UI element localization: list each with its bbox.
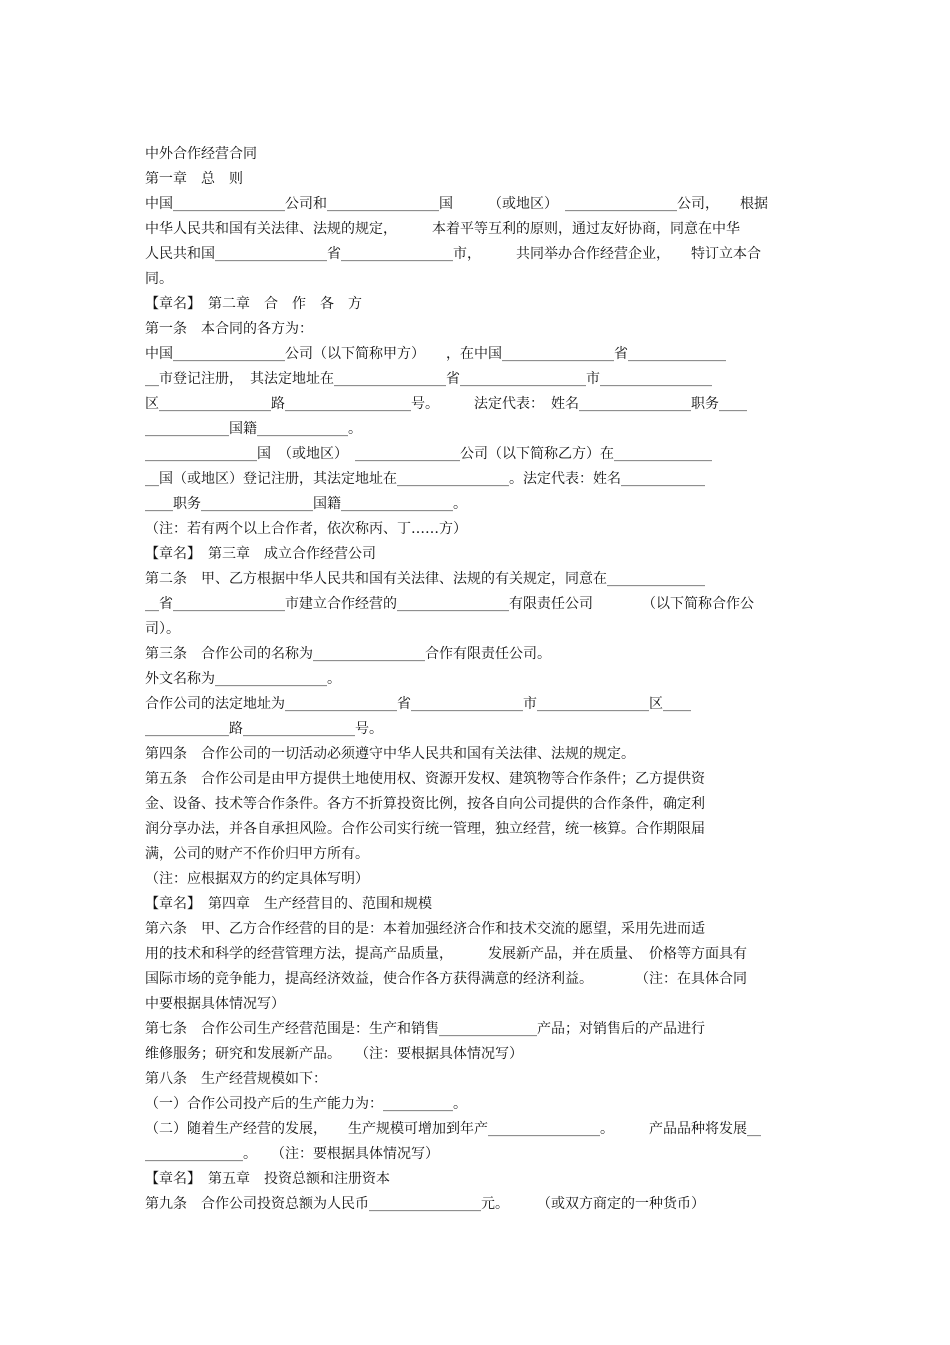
article-line: 第九条 合作公司投资总额为人民币________________元。 （或双方商定的一种货币） bbox=[145, 1196, 705, 1212]
text-line: ________________国 （或地区） _______________公司（以下简称乙方）在______________ bbox=[145, 446, 712, 462]
article-line: 第二条 甲、乙方根据中华人民共和国有关法律、法规的有关规定，同意在______________ bbox=[145, 571, 705, 587]
article-line: 第八条 生产经营规模如下： bbox=[145, 1071, 327, 1087]
chapter-heading: 【章名】 第四章 生产经营目的、范围和规模 bbox=[145, 896, 432, 912]
text-line: 同。 bbox=[145, 271, 173, 287]
document-title: 中外合作经营合同 bbox=[145, 146, 257, 162]
text-line: 中国________________公司和________________国 （或地区） ________________公司， 根据 bbox=[145, 196, 768, 212]
text-line: 维修服务；研究和发展新产品。 （注：要根据具体情况写） bbox=[145, 1046, 523, 1062]
text-line: __国（或地区）登记注册，其法定地址在________________。法定代表：姓名____________ bbox=[145, 471, 705, 487]
chapter-heading: 【章名】 第五章 投资总额和注册资本 bbox=[145, 1171, 390, 1187]
text-line: 合作公司的法定地址为________________省________________市________________区____ bbox=[145, 696, 691, 712]
text-line: ____________国籍_____________。 bbox=[145, 421, 362, 437]
chapter-heading: 【章名】 第二章 合 作 各 方 bbox=[145, 296, 362, 312]
text-line: 区________________路__________________号。 法定代表： 姓名________________职务____ bbox=[145, 396, 747, 412]
text-line: 外文名称为________________。 bbox=[145, 671, 341, 687]
text-line: 金、设备、技术等合作条件。各方不折算投资比例，按各自向公司提供的合作条件，确定利 bbox=[145, 796, 705, 812]
text-line: 司）。 bbox=[145, 621, 180, 637]
article-line: 第一条 本合同的各方为： bbox=[145, 321, 313, 337]
text-line: 中国________________公司（以下简称甲方） ，在中国________________省______________ bbox=[145, 346, 726, 362]
text-line: 中要根据具体情况写） bbox=[145, 996, 285, 1012]
article-line: 第六条 甲、乙方合作经营的目的是：本着加强经济合作和技术交流的愿望，采用先进而适 bbox=[145, 921, 705, 937]
text-line: __市登记注册， 其法定地址在________________省__________________市________________ bbox=[145, 371, 712, 387]
text-line: __省________________市建立合作经营的________________有限责任公司 （以下简称合作公 bbox=[145, 596, 754, 612]
text-line: 用的技术和科学的经营管理方法，提高产品质量， 发展新产品，并在质量、 价格等方面具有 bbox=[145, 946, 747, 962]
text-line: 中华人民共和国有关法律、法规的规定， 本着平等互利的原则，通过友好协商，同意在中华 bbox=[145, 221, 740, 237]
text-line: ____职务________________国籍________________。 bbox=[145, 496, 467, 512]
text-line: 满，公司的财产不作价归甲方所有。 bbox=[145, 846, 369, 862]
text-line: 国际市场的竞争能力，提高经济效益，使合作各方获得满意的经济利益。 （注：在具体合同 bbox=[145, 971, 747, 987]
article-line: 第四条 合作公司的一切活动必须遵守中华人民共和国有关法律、法规的规定。 bbox=[145, 746, 635, 762]
chapter-heading: 【章名】 第三章 成立合作经营公司 bbox=[145, 546, 376, 562]
text-line: ______________。 （注：要根据具体情况写） bbox=[145, 1146, 439, 1162]
note-line: （注：应根据双方的约定具体写明） bbox=[145, 871, 369, 887]
list-item: （一）合作公司投产后的生产能力为：__________。 bbox=[145, 1096, 467, 1112]
article-line: 第三条 合作公司的名称为________________合作有限责任公司。 bbox=[145, 646, 551, 662]
note-line: （注：若有两个以上合作者，依次称丙、丁……方） bbox=[145, 521, 467, 537]
chapter-heading: 第一章 总 则 bbox=[145, 171, 243, 187]
article-line: 第七条 合作公司生产经营范围是：生产和销售______________产品；对销售后的产品进行 bbox=[145, 1021, 705, 1037]
text-line: 润分享办法，并各自承担风险。合作公司实行统一管理，独立经营，统一核算。合作期限届 bbox=[145, 821, 705, 837]
list-item: （二）随着生产经营的发展， 生产规模可增加到年产________________。 产品品种将发展__ bbox=[145, 1121, 761, 1137]
text-line: 人民共和国________________省________________市， 共同举办合作经营企业， 特订立本合 bbox=[145, 246, 761, 262]
text-line: ____________路________________号。 bbox=[145, 721, 383, 737]
article-line: 第五条 合作公司是由甲方提供土地使用权、资源开发权、建筑物等合作条件；乙方提供资 bbox=[145, 771, 705, 787]
